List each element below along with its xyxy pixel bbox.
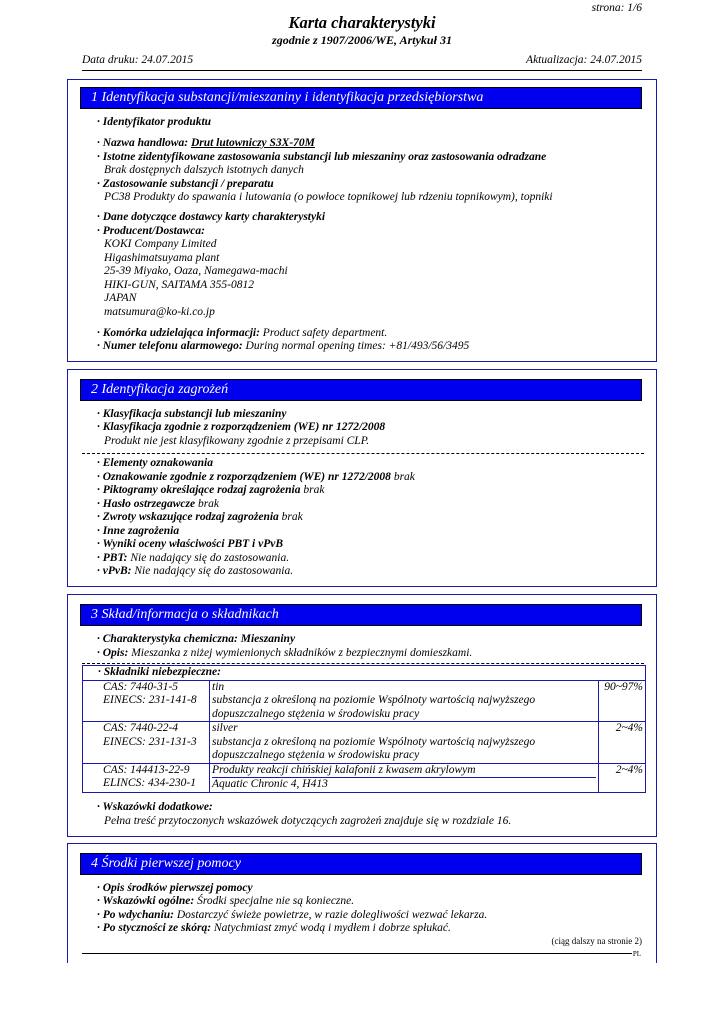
chemical-characterization: · Charakterystyka chemiczna: Mieszaniny <box>97 633 296 645</box>
section-divider <box>82 663 644 664</box>
header-divider <box>82 70 642 71</box>
identified-uses-value: Brak dostępnych dalszych istotnych danych <box>104 164 304 176</box>
table-row <box>83 666 646 681</box>
address-line: JAPAN <box>104 292 137 304</box>
trade-name: · Nazwa handlowa: Drut lutowniczy S3X-70M <box>97 137 315 149</box>
hazardous-components-label: · Składniki niebezpieczne: <box>83 666 646 681</box>
component-ids: CAS: 144413-22-9 ELINCS: 434-230-1 <box>83 763 210 792</box>
section-divider <box>82 453 644 454</box>
table-row <box>83 722 646 764</box>
page-number: strona: 1/6 <box>591 2 642 14</box>
section-4-heading: 4 Środki pierwszej pomocy <box>80 853 642 875</box>
address-line: HIKI-GUN, SAITAMA 355-0812 <box>104 279 255 291</box>
component-percentage: 2~4% <box>599 722 646 764</box>
contact-email[interactable]: matsumura@ko-ki.co.jp <box>104 306 215 318</box>
language-code: PL <box>632 950 641 958</box>
component-description: tin substancja z określoną na poziomie Wspólnoty wartością najwyższego dopuszczalnego stężenia w środowisku pracy <box>210 680 599 722</box>
update-date: Aktualizacja: 24.07.2015 <box>526 54 642 66</box>
vpvb: · vPvB: Nie nadający się do zastosowania. <box>97 565 294 577</box>
description: · Opis: Mieszanka z niżej wymienionych składników z bezpiecznymi domieszkami. <box>97 647 473 659</box>
pictograms: · Piktogramy określające rodzaj zagrożenia brak <box>97 484 325 496</box>
table-row <box>83 680 646 722</box>
section-1 <box>67 79 657 362</box>
component-percentage: 90~97% <box>599 680 646 722</box>
application-label: · Zastosowanie substancji / preparatu <box>97 178 274 190</box>
footer-divider <box>82 953 642 954</box>
after-inhalation: · Po wdychaniu: Dostarczyć świeże powietrze, w razie dolegliwości wezwać lekarza. <box>97 909 488 921</box>
table-row <box>83 763 646 792</box>
classification-value: Produkt nie jest klasyfikowany zgodnie z przepisami CLP. <box>104 435 370 447</box>
product-identifier: · Identyfikator produktu <box>97 116 212 128</box>
hazard-statements: · Zwroty wskazujące rodzaj zagrożenia brak <box>97 511 303 523</box>
producer-label: · Producent/Dostawca: <box>97 225 205 237</box>
classification-label: · Klasyfikacja substancji lub mieszaniny <box>97 408 287 420</box>
application-value: PC38 Produkty do spawania i lutowania (o powłoce topnikowej lub rdzeniu topnikowym), topniki <box>104 191 553 203</box>
section-2-heading: 2 Identyfikacja zagrożeń <box>80 379 642 401</box>
address-line: KOKI Company Limited <box>104 238 217 250</box>
section-3-heading: 3 Skład/informacja o składnikach <box>80 604 642 626</box>
emergency-phone: · Numer telefonu alarmowego: During normal opening times: +81/493/56/3495 <box>97 340 470 352</box>
component-description: Produkty reakcji chińskiej kalafonii z kwasem akrylowym Aquatic Chronic 4, H413 <box>210 763 599 792</box>
after-skin-contact: · Po styczności ze skórą: Natychmiast zmyć wodą i mydłem i dobrze spłukać. <box>97 922 451 934</box>
section-1-heading: 1 Identyfikacja substancji/mieszaniny i identyfikacja przedsiębiorstwa <box>80 87 642 109</box>
pbt-results-label: · Wyniki oceny właściwości PBT i vPvB <box>97 538 284 550</box>
additional-info-label: · Wskazówki dodatkowe: <box>97 801 213 813</box>
general-notes: · Wskazówki ogólne: Środki specjalne nie są konieczne. <box>97 895 355 907</box>
supplier-label: · Dane dotyczące dostawcy karty charakterystyki <box>97 211 326 223</box>
address-line: Higashimatsuyama plant <box>104 252 220 264</box>
print-date: Data druku: 24.07.2015 <box>82 54 194 66</box>
continued-note: (ciąg dalszy na stronie 2) <box>551 936 642 946</box>
labelling: · Oznakowanie zgodnie z rozporządzeniem (WE) nr 1272/2008 brak <box>97 471 415 483</box>
ingredients-table <box>82 665 646 793</box>
component-ids: CAS: 7440-31-5 EINECS: 231-141-8 <box>83 680 210 722</box>
document-subtitle: zgodnie z 1907/2006/WE, Artykuł 31 <box>272 33 452 47</box>
identified-uses-label: · Istotne zidentyfikowane zastosowania substancji lub mieszaniny oraz zastosowania odradzane <box>97 151 547 163</box>
section-3 <box>67 594 657 837</box>
component-description: silver substancja z określoną na poziomie Wspólnoty wartością najwyższego dopuszczalnego stężenia w środowisku pracy <box>210 722 599 764</box>
document-title: Karta charakterystyki <box>288 13 436 32</box>
component-ids: CAS: 7440-22-4 EINECS: 231-131-3 <box>83 722 210 764</box>
address-line: 25-39 Miyako, Oaza, Namegawa-machi <box>104 265 288 277</box>
label-elements: · Elementy oznakowania <box>97 457 213 469</box>
section-2 <box>67 369 657 587</box>
additional-info-value: Pełna treść przytoczonych wskazówek dotyczących zagrożeń znajduje się w rozdziale 16. <box>104 815 512 827</box>
classification-regulation: · Klasyfikacja zgodnie z rozporządzeniem (WE) nr 1272/2008 <box>97 421 386 433</box>
information-department: · Komórka udzielająca informacji: Product safety department. <box>97 327 388 339</box>
pbt: · PBT: Nie nadający się do zastosowania. <box>97 552 290 564</box>
other-hazards: · Inne zagrożenia <box>97 525 180 537</box>
first-aid-description: · Opis środków pierwszej pomocy <box>97 882 253 894</box>
signal-word: · Hasło ostrzegawcze brak <box>97 498 220 510</box>
component-percentage: 2~4% <box>599 763 646 792</box>
